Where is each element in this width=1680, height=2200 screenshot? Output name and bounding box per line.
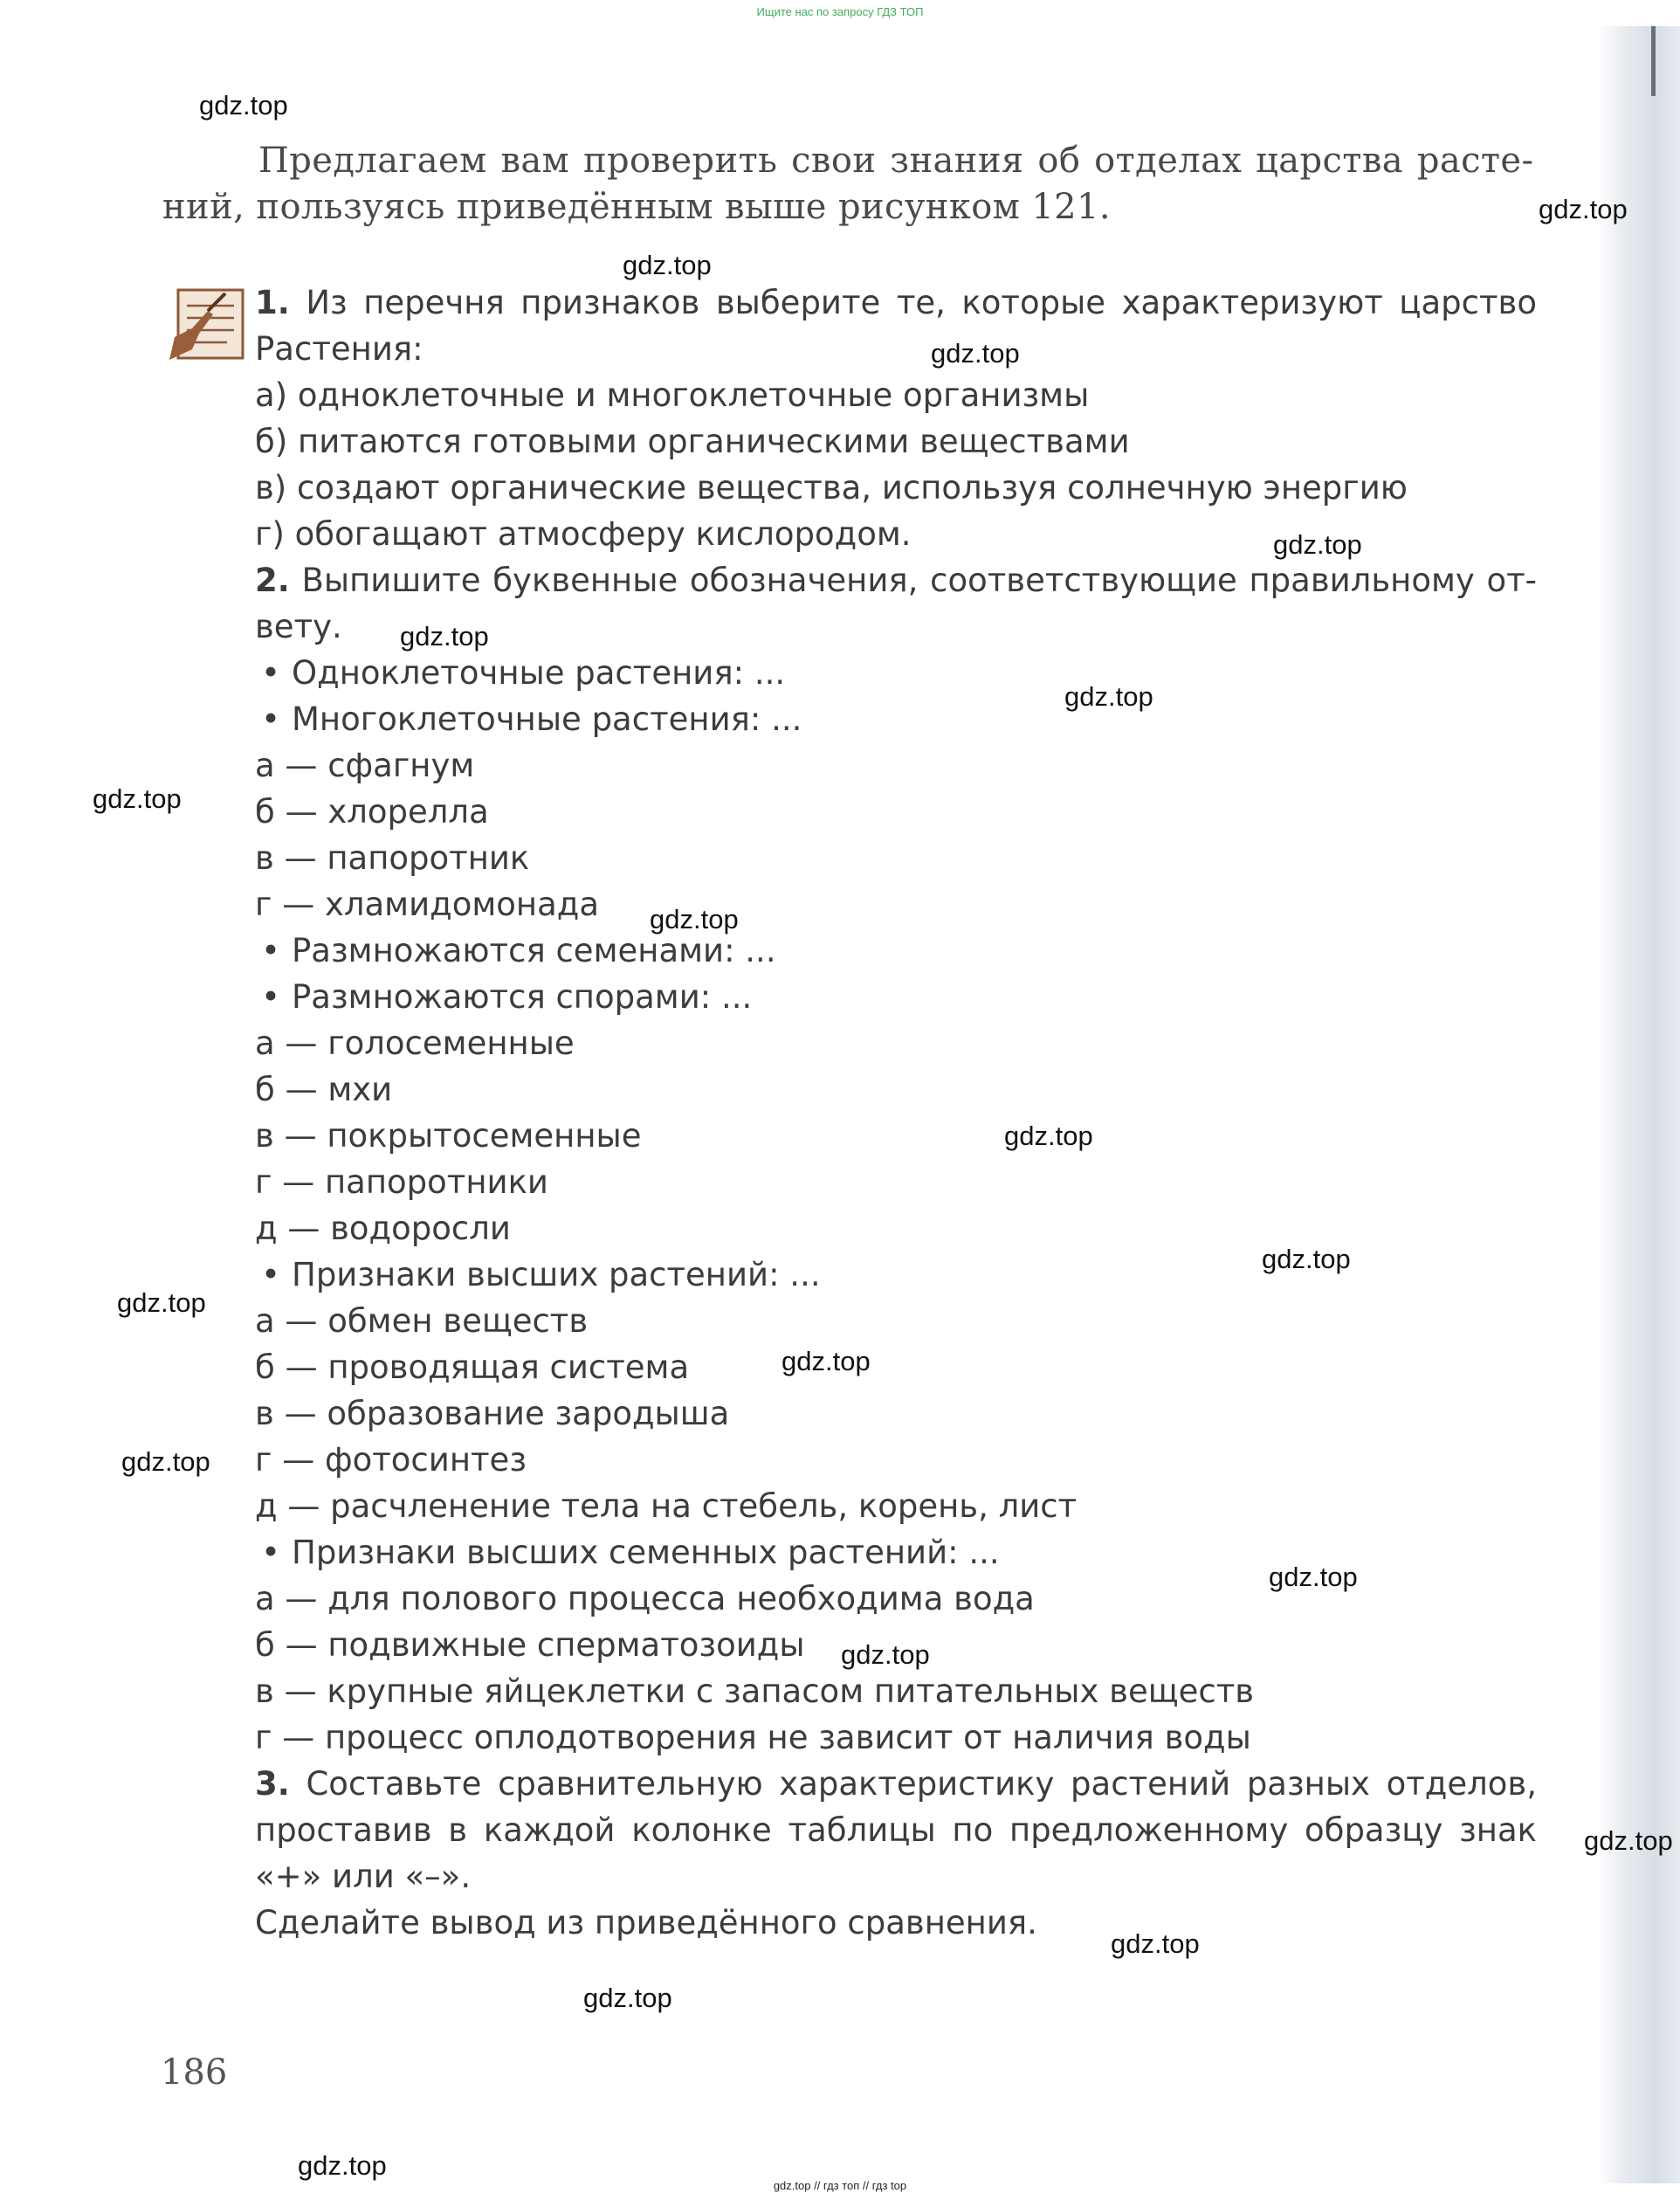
bullet-dot: • xyxy=(261,932,280,969)
task-1-text: Из перечня признаков выберите те, которые характеризуют царство Растения: xyxy=(255,284,1537,368)
answer-option: б — хлорелла xyxy=(255,793,489,831)
top-search-note: Ищите нас по запросу ГДЗ ТОП xyxy=(756,5,924,18)
bullet-text: Размножаются спорами: ... xyxy=(292,978,753,1016)
watermark: gdz.top xyxy=(1064,681,1153,712)
watermark: gdz.top xyxy=(93,783,182,814)
page-fold-shadow xyxy=(1597,26,1680,2183)
bullet-text: Многоклеточные растения: ... xyxy=(292,700,802,738)
answer-option: б — проводящая система xyxy=(255,1348,690,1386)
bullet-text: Размножаются семенами: ... xyxy=(292,932,776,969)
task-3-text: Составьте сравнительную характеристику растений разных отделов, проставив в каждой колонке таблицы по предложенному образцу знак «+» или «–». xyxy=(255,1765,1537,1895)
bullet-dot: • xyxy=(261,1534,280,1571)
answer-option: в — образование зародыша xyxy=(255,1395,730,1432)
task-2-number: 2. xyxy=(255,562,290,599)
answer-option: в — крупные яйцеклетки с запасом питательных веществ xyxy=(255,1672,1255,1710)
bullet-text: Признаки высших растений: ... xyxy=(292,1256,821,1293)
bullet-text: Одноклеточные растения: ... xyxy=(292,654,786,692)
watermark: gdz.top xyxy=(1273,529,1362,560)
watermark: gdz.top xyxy=(841,1639,930,1670)
answer-option: б — подвижные сперматозоиды xyxy=(255,1626,805,1664)
task-1-option: б) питаются готовыми органическими веществами xyxy=(255,423,1130,460)
bullet-dot: • xyxy=(261,978,280,1016)
task-1-option: г) обогащают атмосферу кислородом. xyxy=(255,515,912,553)
watermark: gdz.top xyxy=(1584,1825,1673,1856)
watermark: gdz.top xyxy=(931,338,1020,369)
task-3-conclusion: Сделайте вывод из приведённого сравнения. xyxy=(255,1904,1037,1941)
bullet-item xyxy=(255,974,1537,1020)
answer-option: а — голосеменные xyxy=(255,1024,575,1062)
answer-option: г — процесс оплодотворения не зависит от наличия воды xyxy=(255,1719,1251,1756)
bullet-item xyxy=(255,650,1537,696)
watermark: gdz.top xyxy=(121,1446,210,1477)
intro-paragraph: Предлагаем вам проверить свои знания об отделах царства растений, пользуясь приведённым выше рисунком 121. xyxy=(162,141,1533,227)
answer-option: в — покрытосеменные xyxy=(255,1117,642,1155)
watermark: gdz.top xyxy=(623,250,712,280)
bullet-dot: • xyxy=(261,700,280,738)
answer-option: а — для полового процесса необходима вода xyxy=(255,1580,1035,1617)
page-number: 186 xyxy=(161,2052,228,2093)
task-3-number: 3. xyxy=(255,1765,290,1803)
watermark: gdz.top xyxy=(400,621,489,652)
bullet-text: Признаки высших семенных растений: ... xyxy=(292,1534,1000,1571)
watermark: gdz.top xyxy=(583,1983,672,2013)
answer-option: б — мхи xyxy=(255,1071,393,1108)
watermark: gdz.top xyxy=(1262,1244,1351,1274)
task-1 xyxy=(255,279,1537,372)
notebook-pen-icon xyxy=(166,285,250,363)
watermark: gdz.top xyxy=(199,90,288,121)
answer-option: д — расчленение тела на стебель, корень, лист xyxy=(255,1487,1078,1525)
task-3 xyxy=(255,1761,1537,1900)
answer-option: д — водоросли xyxy=(255,1210,511,1247)
answer-option: г — папоротники xyxy=(255,1163,548,1201)
watermark: gdz.top xyxy=(1539,194,1628,224)
watermark: gdz.top xyxy=(1269,1562,1358,1592)
bullet-dot: • xyxy=(261,654,280,692)
answer-option: в — папоротник xyxy=(255,839,530,877)
answer-option: г — хламидомонада xyxy=(255,886,600,923)
watermark: gdz.top xyxy=(781,1346,871,1376)
task-1-number: 1. xyxy=(255,284,290,321)
watermark: gdz.top xyxy=(1111,1928,1200,1959)
answer-option: г — фотосинтез xyxy=(255,1441,527,1479)
bullet-dot: • xyxy=(261,1256,280,1293)
page-fold-edge xyxy=(1651,26,1656,96)
watermark: gdz.top xyxy=(298,2150,387,2181)
answer-option: а — обмен веществ xyxy=(255,1302,589,1340)
bottom-note: gdz.top // гдз топ // гдз top xyxy=(773,2179,907,2192)
bullet-item xyxy=(255,696,1537,742)
watermark: gdz.top xyxy=(650,904,739,934)
task-1-option: в) создают органические вещества, используя солнечную энергию xyxy=(255,469,1408,507)
watermark: gdz.top xyxy=(1004,1121,1093,1151)
task-1-option: а) одноклеточные и многоклеточные организмы xyxy=(255,376,1090,414)
watermark: gdz.top xyxy=(117,1287,206,1318)
answer-option: а — сфагнум xyxy=(255,747,475,784)
bullet-item xyxy=(255,928,1537,974)
task-2-text: Выпишите буквенные обозначения, соответствующие правильному ответу. xyxy=(255,562,1538,645)
